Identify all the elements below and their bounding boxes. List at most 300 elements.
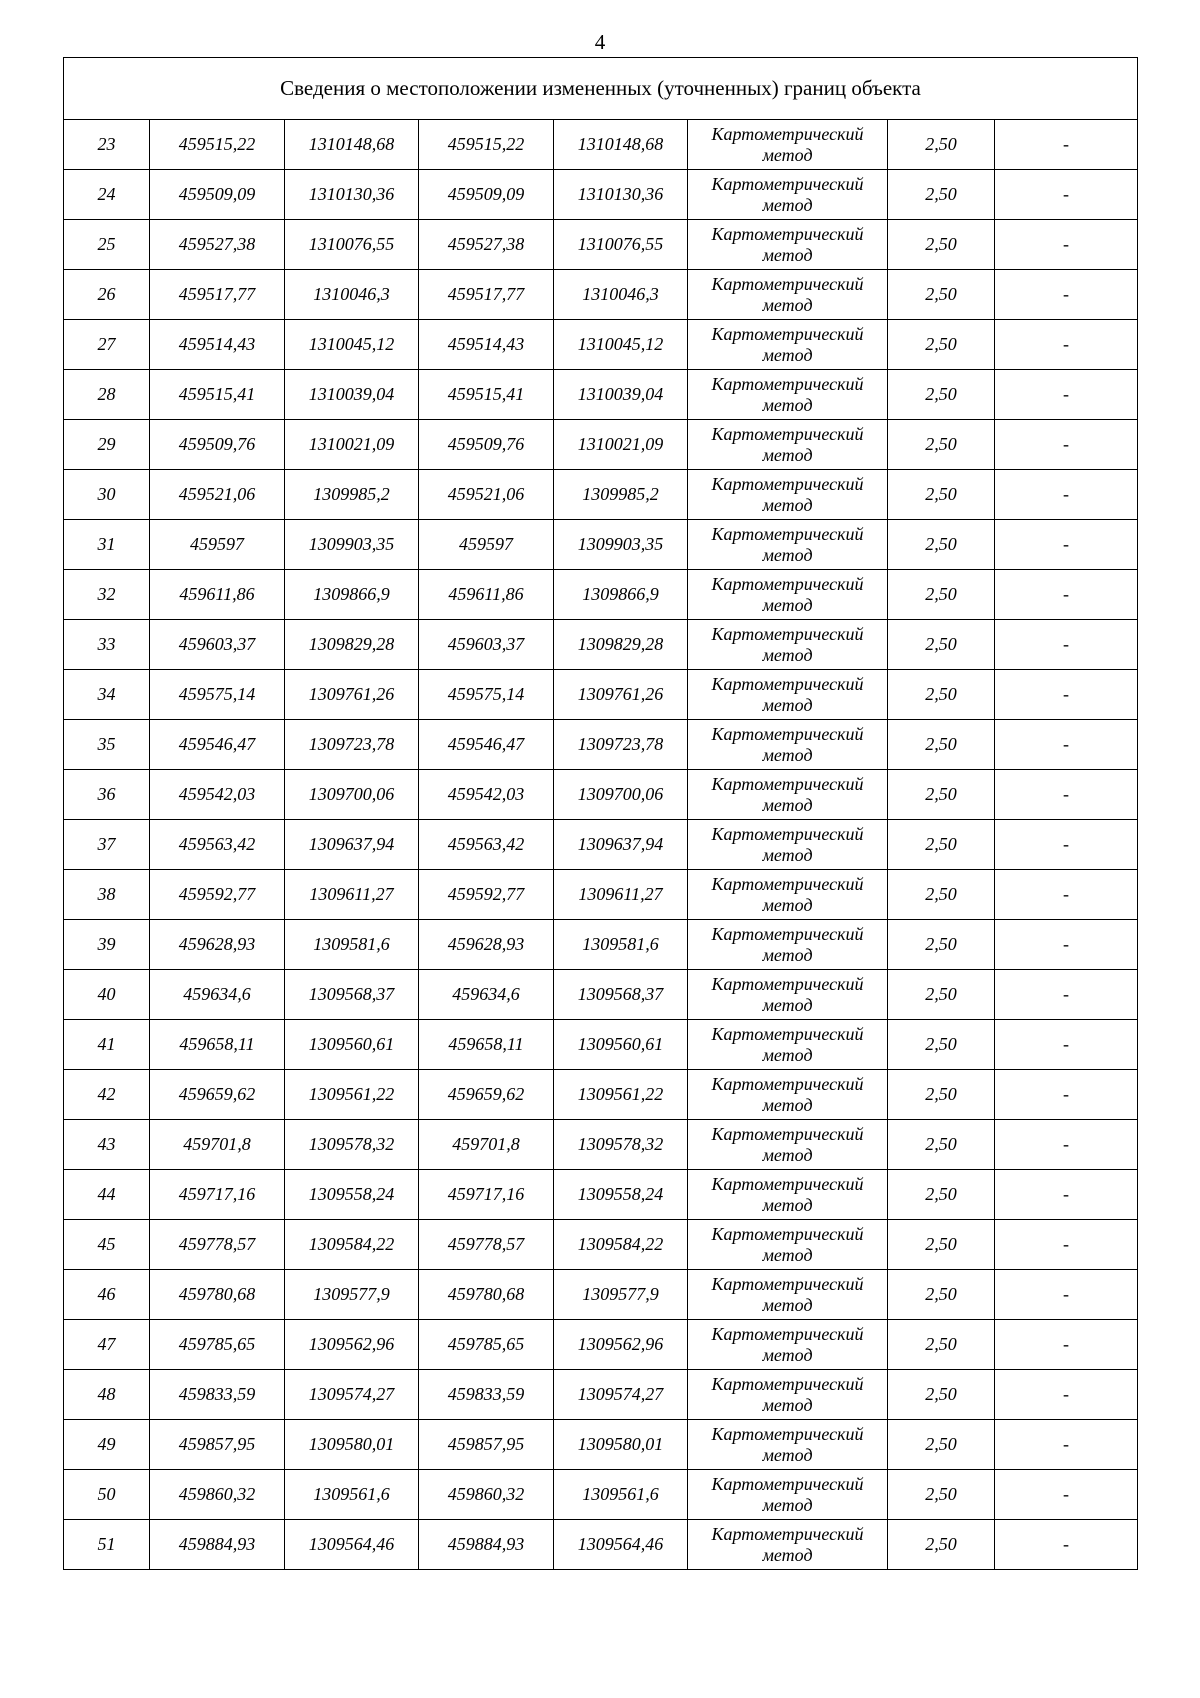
- method-line-2: метод: [762, 244, 813, 265]
- point-number-cell: 28: [64, 370, 150, 420]
- description-cell: -: [995, 1270, 1138, 1320]
- method-line-1: Картометрический: [711, 373, 864, 394]
- table-row: [64, 920, 1138, 970]
- method-line-2: метод: [762, 494, 813, 515]
- description-cell: -: [995, 270, 1138, 320]
- table-row: [64, 1270, 1138, 1320]
- method-cell: [688, 220, 888, 270]
- refined-x-cell: 459542,03: [419, 770, 554, 820]
- method-line-1: Картометрический: [711, 1373, 864, 1394]
- table-title-row: [64, 58, 1138, 120]
- point-number-cell: 34: [64, 670, 150, 720]
- existing-x-cell: 459546,47: [150, 720, 285, 770]
- method-line-2: метод: [762, 1494, 813, 1515]
- existing-y-cell: 1309580,01: [285, 1420, 419, 1470]
- method-cell: [688, 270, 888, 320]
- method-line-1: Картометрический: [711, 573, 864, 594]
- existing-y-cell: 1310148,68: [285, 120, 419, 170]
- method-line-1: Картометрический: [711, 473, 864, 494]
- description-cell: -: [995, 1520, 1138, 1570]
- existing-x-cell: 459542,03: [150, 770, 285, 820]
- existing-x-cell: 459634,6: [150, 970, 285, 1020]
- existing-y-cell: 1309700,06: [285, 770, 419, 820]
- refined-x-cell: 459515,22: [419, 120, 554, 170]
- refined-y-cell: 1309562,96: [554, 1320, 688, 1370]
- table-row: [64, 420, 1138, 470]
- refined-y-cell: 1309761,26: [554, 670, 688, 720]
- method-cell: [688, 520, 888, 570]
- point-number-cell: 35: [64, 720, 150, 770]
- table-row: [64, 870, 1138, 920]
- accuracy-cell: 2,50: [888, 1470, 995, 1520]
- boundary-coordinates-table: [63, 57, 1138, 1570]
- method-cell: [688, 970, 888, 1020]
- existing-y-cell: 1310076,55: [285, 220, 419, 270]
- method-line-2: метод: [762, 1044, 813, 1065]
- refined-x-cell: 459597: [419, 520, 554, 570]
- refined-y-cell: 1309580,01: [554, 1420, 688, 1470]
- existing-x-cell: 459717,16: [150, 1170, 285, 1220]
- refined-y-cell: 1309561,22: [554, 1070, 688, 1120]
- point-number-cell: 31: [64, 520, 150, 570]
- method-line-2: метод: [762, 894, 813, 915]
- description-cell: -: [995, 370, 1138, 420]
- point-number-cell: 51: [64, 1520, 150, 1570]
- description-cell: -: [995, 870, 1138, 920]
- description-cell: -: [995, 670, 1138, 720]
- description-cell: -: [995, 570, 1138, 620]
- accuracy-cell: 2,50: [888, 1320, 995, 1370]
- method-line-2: метод: [762, 1294, 813, 1315]
- point-number-cell: 33: [64, 620, 150, 670]
- refined-y-cell: 1309866,9: [554, 570, 688, 620]
- table-row: [64, 820, 1138, 870]
- method-line-1: Картометрический: [711, 623, 864, 644]
- refined-x-cell: 459778,57: [419, 1220, 554, 1270]
- accuracy-cell: 2,50: [888, 370, 995, 420]
- refined-x-cell: 459659,62: [419, 1070, 554, 1120]
- accuracy-cell: 2,50: [888, 320, 995, 370]
- refined-y-cell: 1310076,55: [554, 220, 688, 270]
- method-line-2: метод: [762, 794, 813, 815]
- existing-x-cell: 459527,38: [150, 220, 285, 270]
- existing-x-cell: 459514,43: [150, 320, 285, 370]
- table-row: [64, 270, 1138, 320]
- method-line-1: Картометрический: [711, 423, 864, 444]
- existing-x-cell: 459521,06: [150, 470, 285, 520]
- point-number-cell: 44: [64, 1170, 150, 1220]
- table-title: Сведения о местоположении измененных (уточненных) границ объекта: [64, 58, 1138, 120]
- method-cell: [688, 570, 888, 620]
- method-line-2: метод: [762, 544, 813, 565]
- existing-y-cell: 1309558,24: [285, 1170, 419, 1220]
- existing-y-cell: 1309584,22: [285, 1220, 419, 1270]
- table-row: [64, 1170, 1138, 1220]
- description-cell: -: [995, 620, 1138, 670]
- accuracy-cell: 2,50: [888, 1220, 995, 1270]
- description-cell: -: [995, 420, 1138, 470]
- refined-x-cell: 459546,47: [419, 720, 554, 770]
- method-cell: [688, 1370, 888, 1420]
- refined-y-cell: 1309564,46: [554, 1520, 688, 1570]
- method-line-2: метод: [762, 1344, 813, 1365]
- point-number-cell: 37: [64, 820, 150, 870]
- existing-y-cell: 1310021,09: [285, 420, 419, 470]
- point-number-cell: 40: [64, 970, 150, 1020]
- method-line-1: Картометрический: [711, 923, 864, 944]
- method-cell: [688, 1020, 888, 1070]
- refined-x-cell: 459780,68: [419, 1270, 554, 1320]
- table-row: [64, 720, 1138, 770]
- accuracy-cell: 2,50: [888, 170, 995, 220]
- point-number-cell: 50: [64, 1470, 150, 1520]
- method-line-1: Картометрический: [711, 1273, 864, 1294]
- refined-x-cell: 459509,09: [419, 170, 554, 220]
- method-cell: [688, 1220, 888, 1270]
- table-row: [64, 1420, 1138, 1470]
- description-cell: -: [995, 1320, 1138, 1370]
- refined-x-cell: 459603,37: [419, 620, 554, 670]
- description-cell: -: [995, 220, 1138, 270]
- existing-x-cell: 459509,09: [150, 170, 285, 220]
- description-cell: -: [995, 720, 1138, 770]
- refined-y-cell: 1309985,2: [554, 470, 688, 520]
- description-cell: -: [995, 120, 1138, 170]
- description-cell: -: [995, 970, 1138, 1020]
- existing-y-cell: 1310130,36: [285, 170, 419, 220]
- method-cell: [688, 320, 888, 370]
- accuracy-cell: 2,50: [888, 570, 995, 620]
- table-row: [64, 1070, 1138, 1120]
- existing-y-cell: 1309564,46: [285, 1520, 419, 1570]
- accuracy-cell: 2,50: [888, 1120, 995, 1170]
- existing-y-cell: 1309866,9: [285, 570, 419, 620]
- refined-y-cell: 1309558,24: [554, 1170, 688, 1220]
- accuracy-cell: 2,50: [888, 720, 995, 770]
- accuracy-cell: 2,50: [888, 770, 995, 820]
- table-row: [64, 220, 1138, 270]
- method-line-1: Картометрический: [711, 1173, 864, 1194]
- method-line-2: метод: [762, 744, 813, 765]
- table-row: [64, 470, 1138, 520]
- existing-y-cell: 1309903,35: [285, 520, 419, 570]
- refined-y-cell: 1309723,78: [554, 720, 688, 770]
- accuracy-cell: 2,50: [888, 520, 995, 570]
- existing-y-cell: 1309577,9: [285, 1270, 419, 1320]
- description-cell: -: [995, 520, 1138, 570]
- existing-x-cell: 459515,41: [150, 370, 285, 420]
- description-cell: -: [995, 920, 1138, 970]
- existing-y-cell: 1309561,6: [285, 1470, 419, 1520]
- refined-y-cell: 1309577,9: [554, 1270, 688, 1320]
- refined-y-cell: 1309560,61: [554, 1020, 688, 1070]
- table-row: [64, 320, 1138, 370]
- accuracy-cell: 2,50: [888, 970, 995, 1020]
- table-row: [64, 1320, 1138, 1370]
- point-number-cell: 23: [64, 120, 150, 170]
- method-line-1: Картометрический: [711, 1223, 864, 1244]
- description-cell: -: [995, 1370, 1138, 1420]
- refined-x-cell: 459717,16: [419, 1170, 554, 1220]
- table-row: [64, 520, 1138, 570]
- description-cell: -: [995, 170, 1138, 220]
- existing-x-cell: 459563,42: [150, 820, 285, 870]
- accuracy-cell: 2,50: [888, 270, 995, 320]
- table-row: [64, 1120, 1138, 1170]
- refined-y-cell: 1309829,28: [554, 620, 688, 670]
- existing-y-cell: 1309637,94: [285, 820, 419, 870]
- method-line-2: метод: [762, 144, 813, 165]
- table-row: [64, 1020, 1138, 1070]
- method-line-2: метод: [762, 444, 813, 465]
- point-number-cell: 24: [64, 170, 150, 220]
- accuracy-cell: 2,50: [888, 670, 995, 720]
- method-line-1: Картометрический: [711, 773, 864, 794]
- description-cell: -: [995, 470, 1138, 520]
- existing-x-cell: 459592,77: [150, 870, 285, 920]
- description-cell: -: [995, 770, 1138, 820]
- existing-y-cell: 1309568,37: [285, 970, 419, 1020]
- description-cell: -: [995, 1220, 1138, 1270]
- method-cell: [688, 470, 888, 520]
- method-line-1: Картометрический: [711, 523, 864, 544]
- method-line-2: метод: [762, 1444, 813, 1465]
- method-line-1: Картометрический: [711, 1423, 864, 1444]
- existing-x-cell: 459857,95: [150, 1420, 285, 1470]
- method-cell: [688, 1470, 888, 1520]
- accuracy-cell: 2,50: [888, 620, 995, 670]
- existing-y-cell: 1309829,28: [285, 620, 419, 670]
- existing-y-cell: 1309581,6: [285, 920, 419, 970]
- table-row: [64, 170, 1138, 220]
- description-cell: -: [995, 320, 1138, 370]
- accuracy-cell: 2,50: [888, 1070, 995, 1120]
- refined-x-cell: 459857,95: [419, 1420, 554, 1470]
- method-cell: [688, 120, 888, 170]
- method-line-1: Картометрический: [711, 1473, 864, 1494]
- point-number-cell: 41: [64, 1020, 150, 1070]
- method-cell: [688, 670, 888, 720]
- method-line-2: метод: [762, 1244, 813, 1265]
- point-number-cell: 32: [64, 570, 150, 620]
- existing-y-cell: 1310046,3: [285, 270, 419, 320]
- refined-x-cell: 459860,32: [419, 1470, 554, 1520]
- method-line-1: Картометрический: [711, 323, 864, 344]
- refined-y-cell: 1310039,04: [554, 370, 688, 420]
- point-number-cell: 49: [64, 1420, 150, 1470]
- method-cell: [688, 1170, 888, 1220]
- accuracy-cell: 2,50: [888, 1420, 995, 1470]
- table-row: [64, 120, 1138, 170]
- refined-x-cell: 459515,41: [419, 370, 554, 420]
- refined-x-cell: 459592,77: [419, 870, 554, 920]
- method-line-1: Картометрический: [711, 1323, 864, 1344]
- method-line-2: метод: [762, 694, 813, 715]
- existing-x-cell: 459659,62: [150, 1070, 285, 1120]
- method-line-2: метод: [762, 1094, 813, 1115]
- method-line-2: метод: [762, 994, 813, 1015]
- table-row: [64, 1520, 1138, 1570]
- table-row: [64, 1370, 1138, 1420]
- method-cell: [688, 1270, 888, 1320]
- accuracy-cell: 2,50: [888, 120, 995, 170]
- method-cell: [688, 620, 888, 670]
- existing-x-cell: 459515,22: [150, 120, 285, 170]
- method-line-2: метод: [762, 1394, 813, 1415]
- refined-x-cell: 459521,06: [419, 470, 554, 520]
- point-number-cell: 46: [64, 1270, 150, 1320]
- refined-y-cell: 1309574,27: [554, 1370, 688, 1420]
- method-line-2: метод: [762, 344, 813, 365]
- method-cell: [688, 1420, 888, 1470]
- refined-x-cell: 459563,42: [419, 820, 554, 870]
- table-body: [64, 58, 1138, 1570]
- table-row: [64, 1220, 1138, 1270]
- accuracy-cell: 2,50: [888, 870, 995, 920]
- method-cell: [688, 870, 888, 920]
- accuracy-cell: 2,50: [888, 1370, 995, 1420]
- method-line-1: Картометрический: [711, 873, 864, 894]
- table-row: [64, 1470, 1138, 1520]
- method-line-1: Картометрический: [711, 273, 864, 294]
- method-cell: [688, 1520, 888, 1570]
- point-number-cell: 47: [64, 1320, 150, 1370]
- existing-y-cell: 1309574,27: [285, 1370, 419, 1420]
- refined-y-cell: 1309578,32: [554, 1120, 688, 1170]
- refined-y-cell: 1309611,27: [554, 870, 688, 920]
- accuracy-cell: 2,50: [888, 1270, 995, 1320]
- existing-x-cell: 459611,86: [150, 570, 285, 620]
- method-line-2: метод: [762, 394, 813, 415]
- method-line-1: Картометрический: [711, 973, 864, 994]
- method-line-1: Картометрический: [711, 823, 864, 844]
- existing-x-cell: 459860,32: [150, 1470, 285, 1520]
- refined-y-cell: 1309581,6: [554, 920, 688, 970]
- existing-x-cell: 459603,37: [150, 620, 285, 670]
- accuracy-cell: 2,50: [888, 470, 995, 520]
- point-number-cell: 48: [64, 1370, 150, 1420]
- accuracy-cell: 2,50: [888, 920, 995, 970]
- refined-x-cell: 459514,43: [419, 320, 554, 370]
- refined-y-cell: 1310046,3: [554, 270, 688, 320]
- existing-x-cell: 459509,76: [150, 420, 285, 470]
- refined-y-cell: 1310045,12: [554, 320, 688, 370]
- description-cell: -: [995, 1020, 1138, 1070]
- table-row: [64, 770, 1138, 820]
- refined-y-cell: 1309584,22: [554, 1220, 688, 1270]
- method-line-2: метод: [762, 194, 813, 215]
- point-number-cell: 39: [64, 920, 150, 970]
- method-cell: [688, 370, 888, 420]
- point-number-cell: 27: [64, 320, 150, 370]
- refined-y-cell: 1310148,68: [554, 120, 688, 170]
- existing-x-cell: 459658,11: [150, 1020, 285, 1070]
- refined-x-cell: 459701,8: [419, 1120, 554, 1170]
- refined-x-cell: 459527,38: [419, 220, 554, 270]
- method-cell: [688, 720, 888, 770]
- refined-x-cell: 459575,14: [419, 670, 554, 720]
- point-number-cell: 29: [64, 420, 150, 470]
- existing-x-cell: 459785,65: [150, 1320, 285, 1370]
- method-line-2: метод: [762, 1144, 813, 1165]
- method-line-1: Картометрический: [711, 1123, 864, 1144]
- refined-x-cell: 459628,93: [419, 920, 554, 970]
- method-line-2: метод: [762, 1544, 813, 1565]
- accuracy-cell: 2,50: [888, 1520, 995, 1570]
- refined-x-cell: 459517,77: [419, 270, 554, 320]
- page-number: 4: [594, 30, 606, 54]
- refined-x-cell: 459509,76: [419, 420, 554, 470]
- refined-x-cell: 459833,59: [419, 1370, 554, 1420]
- method-line-1: Картометрический: [711, 723, 864, 744]
- point-number-cell: 36: [64, 770, 150, 820]
- refined-y-cell: 1309568,37: [554, 970, 688, 1020]
- accuracy-cell: 2,50: [888, 820, 995, 870]
- existing-x-cell: 459884,93: [150, 1520, 285, 1570]
- method-line-2: метод: [762, 844, 813, 865]
- method-line-2: метод: [762, 944, 813, 965]
- existing-x-cell: 459628,93: [150, 920, 285, 970]
- description-cell: -: [995, 1070, 1138, 1120]
- point-number-cell: 42: [64, 1070, 150, 1120]
- point-number-cell: 43: [64, 1120, 150, 1170]
- existing-y-cell: 1309611,27: [285, 870, 419, 920]
- refined-x-cell: 459658,11: [419, 1020, 554, 1070]
- refined-y-cell: 1309561,6: [554, 1470, 688, 1520]
- method-line-2: метод: [762, 594, 813, 615]
- method-line-1: Картометрический: [711, 1023, 864, 1044]
- method-cell: [688, 1120, 888, 1170]
- refined-y-cell: 1310130,36: [554, 170, 688, 220]
- method-line-2: метод: [762, 644, 813, 665]
- existing-y-cell: 1310039,04: [285, 370, 419, 420]
- existing-y-cell: 1309578,32: [285, 1120, 419, 1170]
- refined-x-cell: 459611,86: [419, 570, 554, 620]
- existing-x-cell: 459701,8: [150, 1120, 285, 1170]
- description-cell: -: [995, 1420, 1138, 1470]
- method-line-1: Картометрический: [711, 673, 864, 694]
- method-line-1: Картометрический: [711, 1523, 864, 1544]
- accuracy-cell: 2,50: [888, 1020, 995, 1070]
- table-row: [64, 370, 1138, 420]
- point-number-cell: 38: [64, 870, 150, 920]
- method-line-1: Картометрический: [711, 123, 864, 144]
- existing-x-cell: 459778,57: [150, 1220, 285, 1270]
- existing-x-cell: 459517,77: [150, 270, 285, 320]
- refined-x-cell: 459634,6: [419, 970, 554, 1020]
- method-cell: [688, 420, 888, 470]
- point-number-cell: 25: [64, 220, 150, 270]
- refined-x-cell: 459785,65: [419, 1320, 554, 1370]
- existing-y-cell: 1309560,61: [285, 1020, 419, 1070]
- method-cell: [688, 770, 888, 820]
- accuracy-cell: 2,50: [888, 420, 995, 470]
- existing-x-cell: 459575,14: [150, 670, 285, 720]
- description-cell: -: [995, 820, 1138, 870]
- refined-y-cell: 1309700,06: [554, 770, 688, 820]
- method-cell: [688, 170, 888, 220]
- table-row: [64, 970, 1138, 1020]
- table-row: [64, 570, 1138, 620]
- existing-y-cell: 1309761,26: [285, 670, 419, 720]
- existing-x-cell: 459597: [150, 520, 285, 570]
- existing-y-cell: 1309985,2: [285, 470, 419, 520]
- point-number-cell: 30: [64, 470, 150, 520]
- method-cell: [688, 1070, 888, 1120]
- existing-y-cell: 1309562,96: [285, 1320, 419, 1370]
- method-cell: [688, 1320, 888, 1370]
- method-cell: [688, 820, 888, 870]
